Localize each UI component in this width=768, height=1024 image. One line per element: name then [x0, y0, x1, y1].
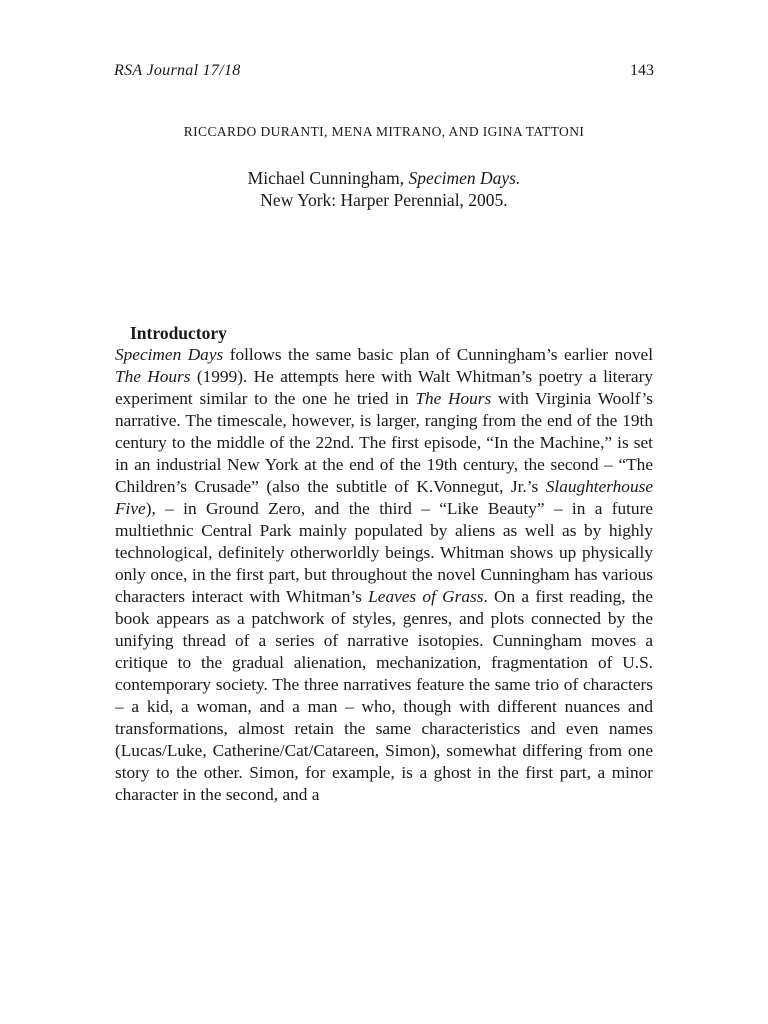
paragraph-indent	[115, 345, 223, 364]
section-heading: Introductory	[130, 323, 227, 343]
italic-title: Slaughterhouse Five	[115, 477, 653, 518]
running-head	[114, 62, 654, 84]
italic-title: Leaves of Grass	[368, 587, 484, 606]
text-run: (1999). He attempts here with Walt Whitman’s poetry a literary experiment similar to the one he tried in	[115, 367, 653, 408]
book-citation	[114, 167, 654, 211]
text-run: follows the same basic plan of Cunningham’s earlier novel	[223, 345, 653, 364]
text-run: ), – in Ground Zero, and the third – “Like Beauty” – in a future multiethnic Central Park mainly populated by aliens as well as by highly technological, definitely otherworldly beings. Whitman shows up physically only once, in the first part, but throughout the novel Cunningham has various characters interact with Whitman’s	[115, 499, 653, 606]
italic-title: Specimen Days	[115, 345, 224, 364]
italic-title: The Hours	[415, 389, 492, 408]
body-paragraph	[115, 344, 653, 806]
book-author: Michael Cunningham,	[247, 168, 409, 188]
italic-title: The Hours	[115, 367, 191, 386]
journal-title: RSA Journal 17/18	[114, 62, 241, 79]
text-run: with Virginia Woolf’s narrative. The timescale, however, is larger, ranging from the end of the 19th century to the middle of the 22nd. The first episode, “In the Machine,” is set in an industrial New York at the end of the 19th century, the second – “The Children’s Crusade” (also the subtitle of K.Vonnegut, Jr.’s	[115, 389, 653, 496]
book-publication: New York: Harper Perennial, 2005.	[260, 190, 508, 210]
review-authors: RICCARDO DURANTI, MENA MITRANO, AND IGINA TATTONI	[183, 124, 585, 139]
page-number: 143	[630, 62, 654, 79]
text-run: . On a first reading, the book appears as a patchwork of styles, genres, and plots connected by the unifying thread of a series of narrative isotopies. Cunningham moves a critique to the gradual alienation, mechanization, fragmentation of U.S. contemporary society. The three narratives feature the same trio of characters – a kid, a woman, and a man – who, though with different nuances and transformations, almost retain the same characteristics and even names (Lucas/Luke, Catherine/Cat/Catareen, Simon), somewhat differing from one story to the other. Simon, for example, is a ghost in the first part, a minor character in the second, and a	[115, 587, 653, 804]
book-title: Specimen Days.	[408, 168, 521, 188]
book-author-title-line	[114, 167, 654, 189]
